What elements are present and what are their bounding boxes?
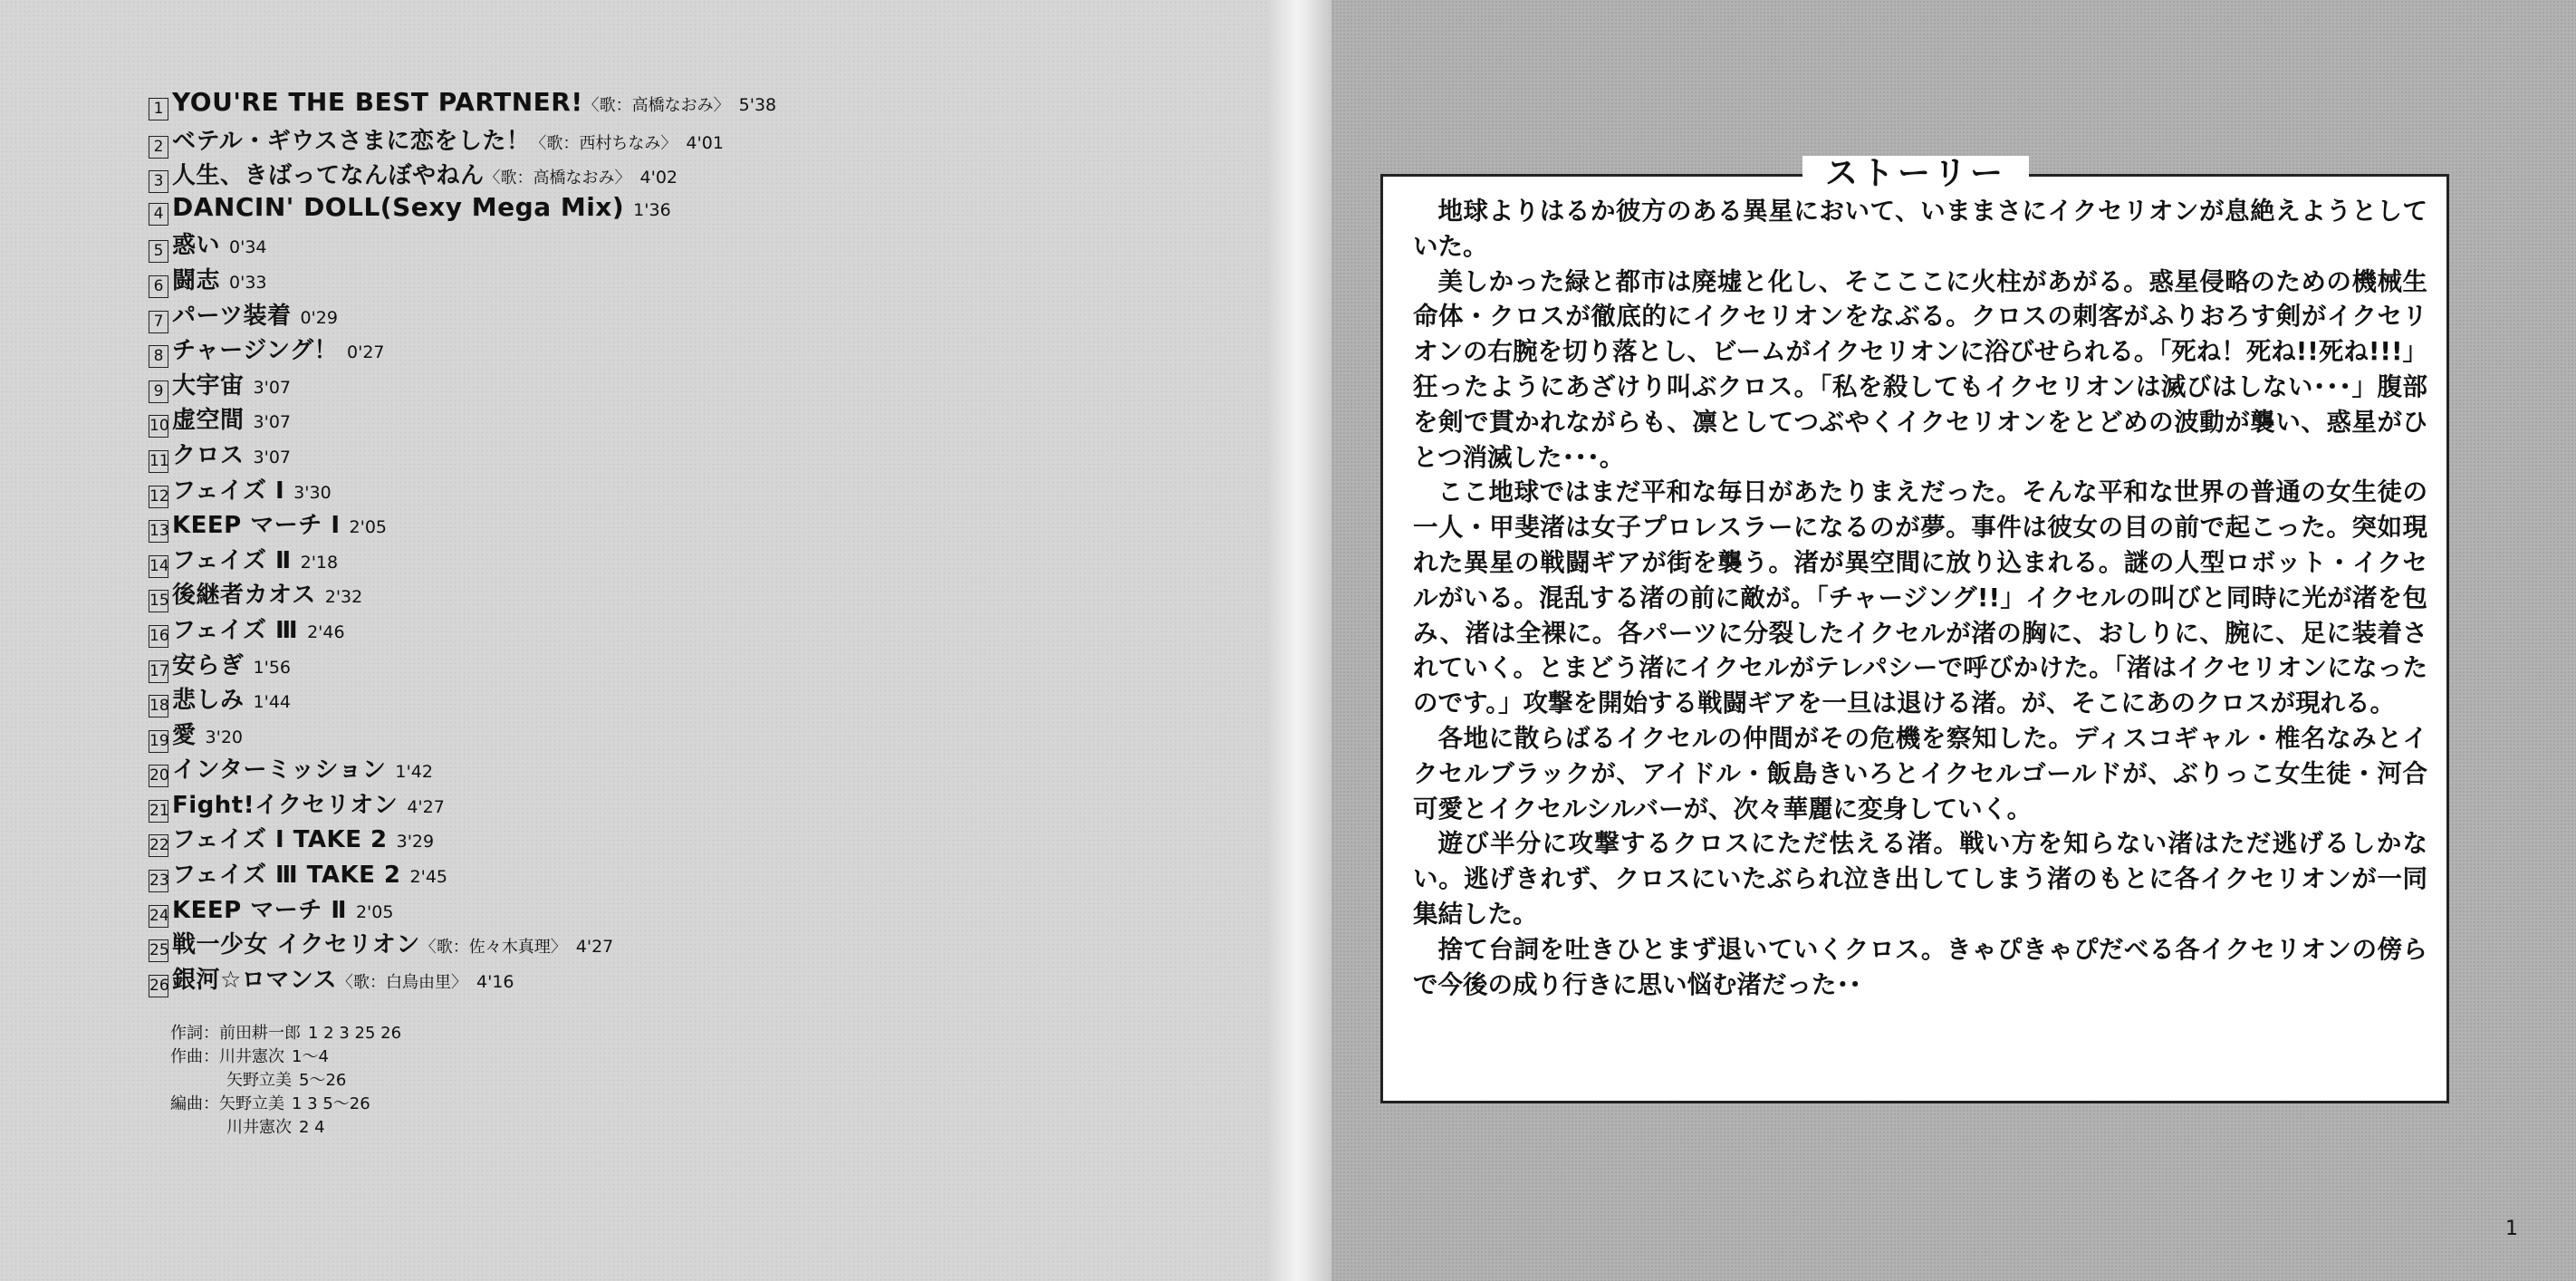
track-duration: 3'20 [205, 727, 244, 747]
track-number: 25 [149, 939, 168, 962]
track-vocal-credit: 〈歌：佐々木真理〉 [419, 938, 567, 958]
track-title: フェイズ Ⅰ TAKE 2 [172, 826, 388, 854]
credit-row [170, 1116, 401, 1140]
track-title: KEEP マーチ Ⅱ [172, 896, 347, 924]
track-row [149, 401, 1217, 437]
track-number: 4 [149, 203, 168, 226]
track-duration: 4'27 [575, 937, 614, 958]
track-title: ベテル・ギウスさまに恋をした！ [172, 127, 531, 155]
track-vocal-credit: 〈歌：高橋なおみ〉 [484, 169, 631, 188]
track-duration: 4'27 [407, 796, 445, 817]
credit-role: 作詞： [170, 1024, 219, 1043]
track-duration: 1'36 [633, 199, 671, 220]
track-row [149, 961, 1217, 997]
track-number: 13 [149, 520, 168, 543]
track-number: 19 [149, 730, 168, 753]
track-title: 虚空間 [172, 407, 245, 435]
track-row [149, 821, 1217, 856]
track-row [149, 681, 1217, 717]
page-number: 1 [2505, 1218, 2518, 1240]
track-duration: 3'30 [293, 482, 332, 503]
track-row [149, 856, 1217, 891]
credit-role: 作曲： [170, 1047, 219, 1066]
track-row [149, 192, 1217, 227]
track-number: 6 [149, 275, 168, 298]
track-title: フェイズ Ⅰ [172, 477, 285, 505]
track-number: 21 [149, 800, 168, 823]
track-row [149, 367, 1217, 402]
track-number: 3 [149, 170, 168, 193]
track-number: 15 [149, 590, 168, 612]
track-row [149, 87, 1217, 122]
track-row [149, 926, 1217, 961]
track-duration: 1'42 [395, 762, 433, 783]
track-title: 闘志 [172, 266, 221, 294]
track-duration: 3'07 [253, 447, 292, 467]
track-row [149, 506, 1217, 542]
track-title: インターミッション [172, 756, 387, 785]
track-title: Fight!イクセリオン [172, 791, 399, 819]
page-gutter [1268, 0, 1331, 1281]
track-duration: 3'07 [253, 412, 292, 433]
track-number: 7 [149, 311, 168, 333]
track-number: 10 [149, 415, 168, 438]
track-duration: 0'33 [229, 272, 267, 293]
track-title: 愛 [172, 721, 197, 749]
track-row [149, 297, 1217, 332]
track-row [149, 717, 1217, 752]
track-title: YOU'RE THE BEST PARTNER! [172, 87, 583, 117]
track-duration: 2'45 [409, 867, 448, 888]
track-number: 9 [149, 380, 168, 403]
credit-name: 川井憲次 [226, 1118, 292, 1137]
story-paragraph: 美しかった緑と都市は廃墟と化し、そこここに火柱があがる。惑星侵略のための機械生命体・クロスが徹底的にイクセリオンをなぶる。クロスの刺客がふりおろす剣がイクセリオンの右腕を切り落とし、ビームがイクセリオンに浴びせられる。「死ね！死ね!!死ね!!!」狂ったようにあざけり叫ぶクロス。「私を殺してもイクセリオンは滅びはしない･･･」腹部を剣で貫かれながらも、凛としてつぶやくイクセリオンをとどめの波動が襲い、惑星がひとつ消滅した･･･。 [1413, 266, 2427, 472]
credit-row [170, 1045, 401, 1069]
credit-row [170, 1093, 401, 1116]
track-row [149, 262, 1217, 297]
track-row [149, 891, 1217, 927]
track-row [149, 437, 1217, 472]
track-number: 17 [149, 660, 168, 683]
credit-tracks: 2 4 [299, 1118, 325, 1137]
track-title: 大宇宙 [172, 371, 245, 400]
track-duration: 4'01 [686, 132, 724, 153]
story-paragraph: ここ地球ではまだ平和な毎日があたりまえだった。そんな平和な世界の普通の女生徒の一人・甲斐渚は女子プロレスラーになるのが夢。事件は彼女の目の前で起こった。突如現れた異星の戦闘ギアが街を襲う。渚が異空間に放り込まれる。謎の人型ロボット・イクセルがいる。混乱する渚の前に敵が。「チャージング!!」イクセルの叫びと同時に光が渚を包み、渚は全裸に。各パーツに分裂したイクセルが渚の胸に、おしりに、腕に、足に装着されていく。とまどう渚にイクセルがテレパシーで呼びかけた。「渚はイクセリオンになったのです。」攻撃を開始する戦闘ギアを一旦は退ける渚。が、そこにあのクロスが現れる。 [1413, 477, 2427, 718]
track-number: 18 [149, 695, 168, 718]
credit-name: 矢野立美 [226, 1071, 292, 1090]
track-title: DANCIN' DOLL(Sexy Mega Mix) [172, 191, 625, 222]
track-list [149, 87, 1217, 996]
track-duration: 2'32 [324, 587, 363, 608]
story-title: ストーリー [1802, 156, 2029, 192]
track-title: 戦一少女 イクセリオン [172, 931, 420, 959]
track-duration: 0'27 [347, 342, 385, 363]
track-title: 後継者カオス [172, 582, 316, 610]
track-title: フェイズ Ⅱ [172, 546, 292, 574]
track-number: 23 [149, 870, 168, 892]
track-duration: 2'05 [355, 901, 394, 922]
track-duration: 3'07 [253, 377, 292, 398]
track-title: 安らぎ [172, 651, 245, 679]
story-body [1413, 194, 2427, 1002]
track-row [149, 226, 1217, 262]
credit-name: 矢野立美 [219, 1094, 284, 1113]
track-title: 惑い [172, 232, 221, 260]
track-row [149, 576, 1217, 612]
credit-tracks: 1 3 5～26 [292, 1094, 370, 1113]
track-title: フェイズ Ⅲ TAKE 2 [172, 862, 401, 890]
story-paragraph: 遊び半分に攻撃するクロスにただ怯える渚。戦い方を知らない渚はただ逃げるしかない。逃げきれず、クロスにいたぶられ泣き出してしまう渚のもとに各イクセリオンが一同集結した。 [1413, 829, 2427, 929]
track-duration: 5'38 [738, 95, 777, 115]
track-vocal-credit: 〈歌：西村ちなみ〉 [530, 133, 678, 153]
track-title: チャージング！ [172, 337, 339, 365]
track-number: 22 [149, 834, 168, 857]
story-paragraph: 捨て台詞を吐きひとまず退いていくクロス。きゃぴきゃぴだべる各イクセリオンの傍らで今後の成り行きに思い悩む渚だった･･ [1413, 934, 2427, 999]
track-duration: 3'29 [396, 832, 435, 852]
track-title: パーツ装着 [172, 302, 292, 330]
credit-tracks: 5～26 [299, 1071, 347, 1090]
track-row [149, 751, 1217, 786]
track-row [149, 542, 1217, 577]
track-number: 1 [149, 98, 168, 120]
credit-role: 編曲： [170, 1094, 219, 1113]
track-duration: 1'44 [253, 692, 292, 713]
track-row [149, 157, 1217, 192]
story-paragraph: 地球よりはるか彼方のある異星において、いままさにイクセリオンが息絶えようとしていた。 [1413, 197, 2427, 261]
track-duration: 2'18 [300, 552, 339, 573]
story-paragraph: 各地に散らばるイクセルの仲間がその危機を察知した。ディスコギャル・椎名なみとイクセルブラックが、アイドル・飯島きいろとイクセルゴールドが、ぶりっこ女生徒・河合可愛とイクセルシルバーが、次々華麗に変身していく。 [1413, 723, 2427, 824]
credit-tracks: 1 2 3 25 26 [308, 1024, 402, 1043]
credit-name: 前田耕一郎 [219, 1024, 301, 1043]
track-number: 16 [149, 625, 168, 648]
track-number: 24 [149, 905, 168, 928]
track-duration: 0'34 [229, 237, 267, 258]
credit-row [170, 1022, 401, 1045]
track-title: フェイズ Ⅲ [172, 616, 299, 644]
track-duration: 2'05 [349, 517, 388, 538]
track-title: 人生、きばってなんぼやねん [172, 162, 485, 190]
track-vocal-credit: 〈歌：高橋なおみ〉 [582, 96, 730, 115]
track-row [149, 332, 1217, 367]
track-duration: 1'56 [253, 657, 292, 678]
credit-tracks: 1～4 [292, 1047, 329, 1066]
track-duration: 0'29 [300, 307, 338, 328]
track-number: 20 [149, 765, 168, 787]
track-number: 14 [149, 555, 168, 578]
track-title: 銀河☆ロマンス [172, 966, 338, 994]
track-title: クロス [172, 441, 245, 469]
track-row [149, 472, 1217, 507]
track-duration: 4'16 [476, 971, 514, 992]
track-row [149, 647, 1217, 682]
track-duration: 2'46 [307, 621, 345, 642]
staff-credits [170, 1022, 401, 1140]
track-number: 2 [149, 136, 168, 159]
track-number: 11 [149, 450, 168, 473]
track-vocal-credit: 〈歌：白鳥由里〉 [337, 972, 468, 992]
track-number: 8 [149, 345, 168, 368]
track-number: 5 [149, 240, 168, 263]
credit-name: 川井憲次 [219, 1047, 284, 1066]
track-row [149, 786, 1217, 822]
credit-row [170, 1069, 401, 1093]
track-duration: 4'02 [639, 168, 678, 188]
track-title: KEEP マーチ Ⅰ [172, 512, 341, 540]
track-number: 26 [149, 975, 168, 997]
track-row [149, 122, 1217, 158]
track-title: 悲しみ [172, 687, 245, 715]
track-row [149, 612, 1217, 647]
track-number: 12 [149, 486, 168, 508]
